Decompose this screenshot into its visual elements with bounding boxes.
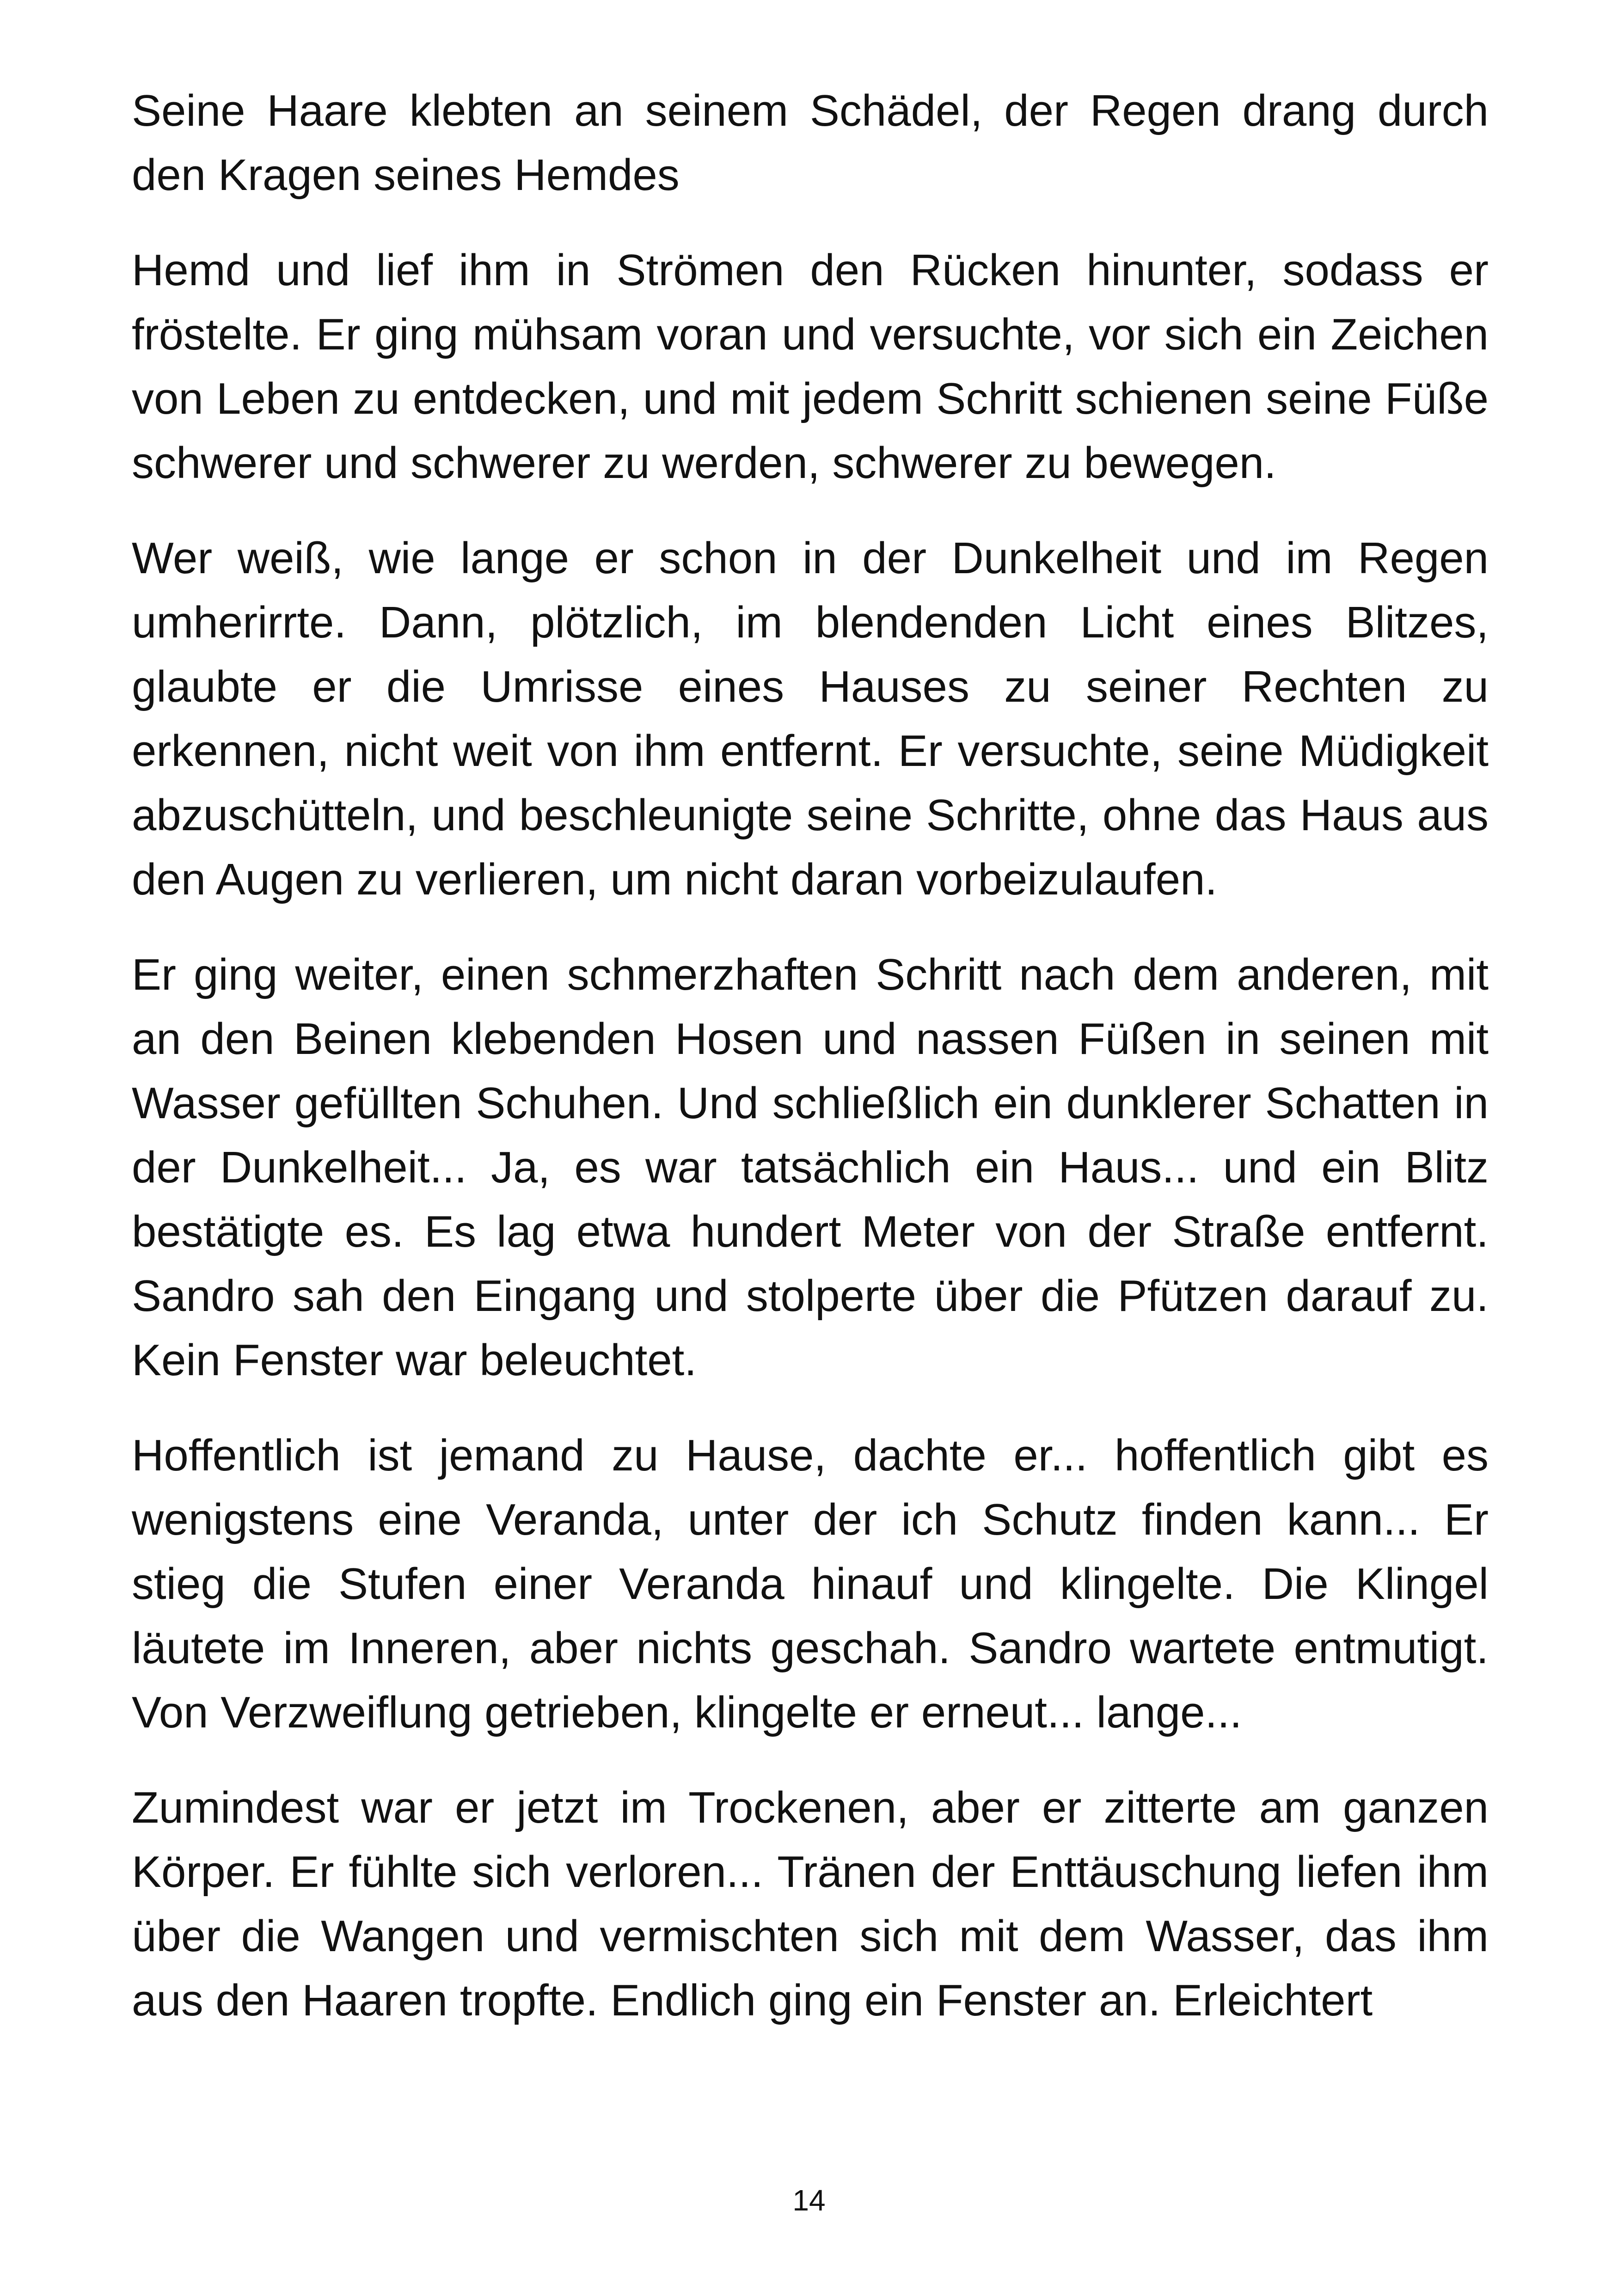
paragraph-1: Seine Haare klebten an seinem Schädel, der Regen drang durch den Kragen seines Hemdes [132,86,1489,200]
paragraph-4: Er ging weiter, einen schmerzhaften Schritt nach dem anderen, mit an den Beinen klebenden Hosen und nassen Füßen in seinen mit Wasser gefüllten Schuhen. Und schließlich ein dunklerer Schatten in der Dunkelheit... Ja, es war tatsächlich ein Haus... und ein Blitz bestätigte es. Es lag etwa hundert Meter von der Straße entfernt. Sandro sah den Eingang und stolperte über die Pfützen darauf zu. Kein Fenster war beleuchtet. [132,950,1489,1385]
page-number: 14 [792,2184,826,2217]
paragraph-2: Hemd und lief ihm in Strömen den Rücken hinunter, sodass er fröstelte. Er ging mühsam voran und versuchte, vor sich ein Zeichen von Leben zu entdecken, und mit jedem Schritt schienen seine Füße schwerer und schwerer zu werden, schwerer zu bewegen. [132,245,1489,488]
paragraph-6: Zumindest war er jetzt im Trockenen, aber er zitterte am ganzen Körper. Er fühlte sich verloren... Tränen der Enttäuschung liefen ihm über die Wangen und vermischten sich mit dem Wasser, das ihm aus den Haaren tropfte. Endlich ging ein Fenster an. Erleichtert [132,1783,1489,2025]
body-text [132,79,1489,2063]
paragraph-3: Wer weiß, wie lange er schon in der Dunkelheit und im Regen umherirrte. Dann, plötzlich, im blendenden Licht eines Blitzes, glaubte er die Umrisse eines Hauses zu seiner Rechten zu erkennen, nicht weit von ihm entfernt. Er versuchte, seine Müdigkeit abzuschütteln, und beschleunigte seine Schritte, ohne das Haus aus den Augen zu verlieren, um nicht daran vorbeizulaufen. [132,533,1489,904]
paragraph-5: Hoffentlich ist jemand zu Hause, dachte er... hoffentlich gibt es wenigstens eine Veranda, unter der ich Schutz finden kann... Er stieg die Stufen einer Veranda hinauf und klingelte. Die Klingel läutete im Inneren, aber nichts geschah. Sandro wartete entmutigt. Von Verzweiflung getrieben, klingelte er erneut... lange... [132,1431,1489,1737]
